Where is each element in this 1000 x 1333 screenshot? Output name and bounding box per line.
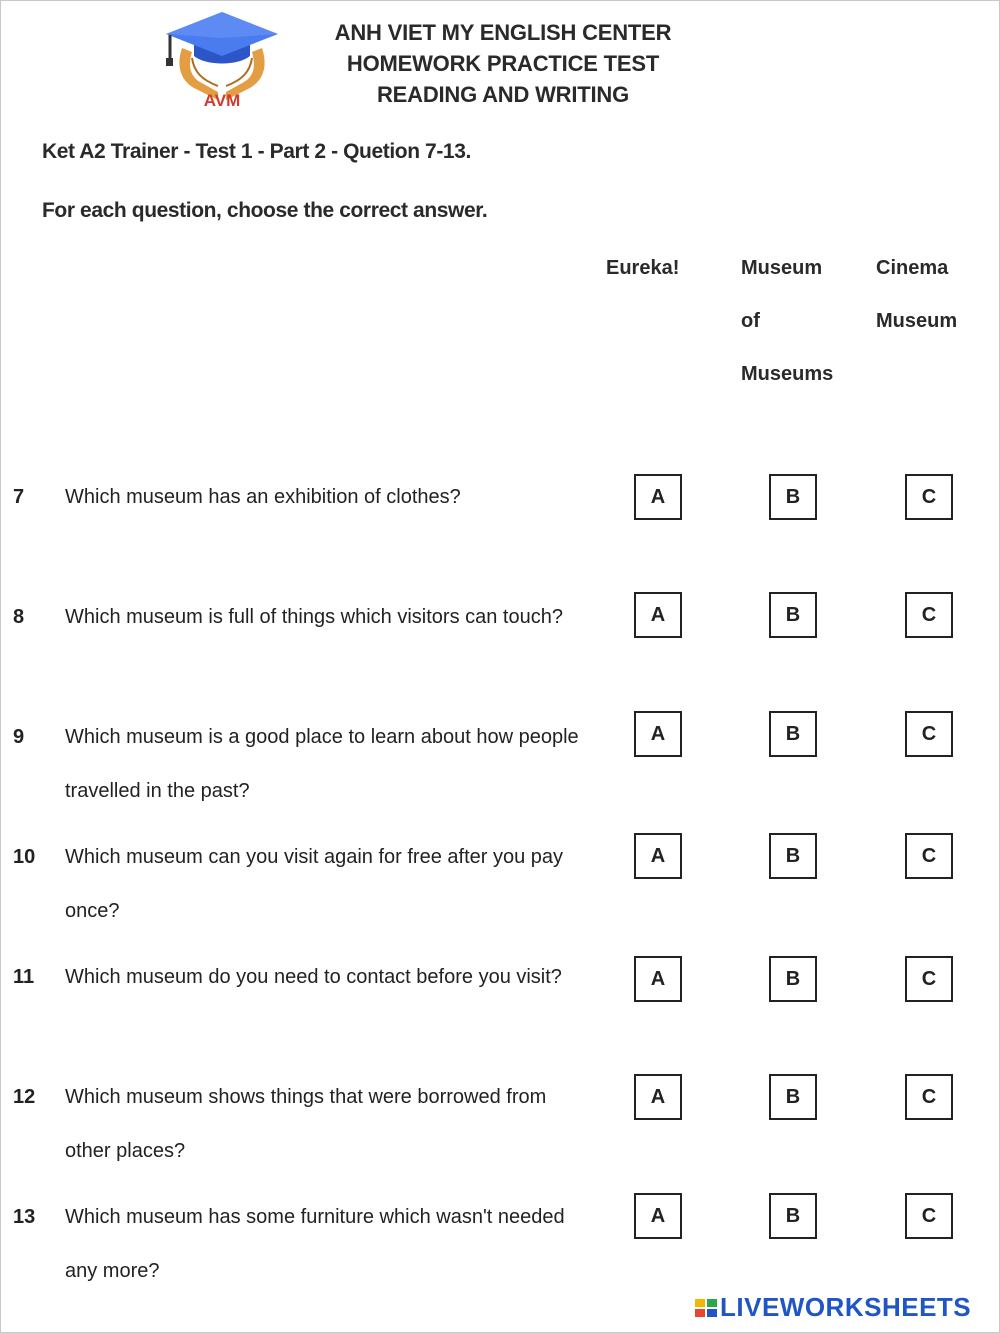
question-text: Which museum has some furniture which wasn't needed any more? (65, 1206, 565, 1282)
answer-option-c[interactable]: C (905, 833, 953, 879)
center-name: ANH VIET MY ENGLISH CENTER (334, 20, 672, 45)
answer-option-a[interactable]: A (634, 1193, 682, 1239)
question-text: Which museum is full of things which visitors can touch? (65, 606, 563, 628)
question-text: Which museum can you visit again for free after you pay once? (65, 846, 564, 922)
section-title: READING AND WRITING (376, 82, 630, 107)
question-number: 7 (13, 486, 25, 508)
column-header-cinema-museum (876, 242, 957, 348)
answer-option-a[interactable]: A (634, 833, 682, 879)
question-text: Which museum is a good place to learn about how people travelled in the past? (65, 726, 579, 802)
answer-option-a[interactable]: A (634, 592, 682, 638)
answer-option-b[interactable]: B (769, 1074, 817, 1120)
answer-option-c[interactable]: C (905, 592, 953, 638)
question-number: 9 (13, 726, 25, 748)
answer-option-b[interactable]: B (769, 592, 817, 638)
column-header-line: Museum (876, 310, 958, 332)
column-header-line: of (741, 310, 760, 332)
answer-option-b[interactable]: B (769, 711, 817, 757)
liveworksheets-logo (694, 1292, 971, 1323)
question-text: Which museum has an exhibition of clothes? (65, 486, 461, 508)
answer-option-b[interactable]: B (769, 474, 817, 520)
column-header-line: Eureka! (606, 257, 680, 279)
answer-option-b[interactable]: B (769, 956, 817, 1002)
question-number: 11 (13, 966, 35, 988)
instructions: For each question, choose the correct answer. (42, 199, 488, 222)
column-header-line: Museum (741, 257, 823, 279)
answer-option-b[interactable]: B (769, 1193, 817, 1239)
liveworksheets-wordmark: LIVEWORKSHEETS (720, 1292, 972, 1322)
answer-option-a[interactable]: A (634, 711, 682, 757)
answer-option-c[interactable]: C (905, 474, 953, 520)
column-header-line: Museums (741, 363, 834, 385)
answer-option-b[interactable]: B (769, 833, 817, 879)
answer-option-c[interactable]: C (905, 1074, 953, 1120)
question-text: Which museum shows things that were borrowed from other places? (65, 1086, 547, 1162)
logo-text: AVM (203, 91, 241, 110)
answer-option-c[interactable]: C (905, 956, 953, 1002)
liveworksheets-icon (694, 1296, 718, 1320)
question-number: 12 (13, 1086, 36, 1108)
answer-option-a[interactable]: A (634, 1074, 682, 1120)
answer-option-a[interactable]: A (634, 956, 682, 1002)
test-title: HOMEWORK PRACTICE TEST (346, 51, 660, 76)
question-number: 10 (13, 846, 36, 868)
part-subtitle: Ket A2 Trainer - Test 1 - Part 2 - Quetion 7-13. (42, 140, 471, 163)
question-number: 13 (13, 1206, 36, 1228)
column-header-line: Cinema (876, 257, 949, 279)
column-header-museum-of-museums (741, 242, 833, 401)
answer-option-a[interactable]: A (634, 474, 682, 520)
question-number: 8 (13, 606, 25, 628)
column-header-eureka (606, 242, 679, 295)
answer-option-c[interactable]: C (905, 1193, 953, 1239)
question-text: Which museum do you need to contact before you visit? (65, 966, 562, 988)
answer-option-c[interactable]: C (905, 711, 953, 757)
